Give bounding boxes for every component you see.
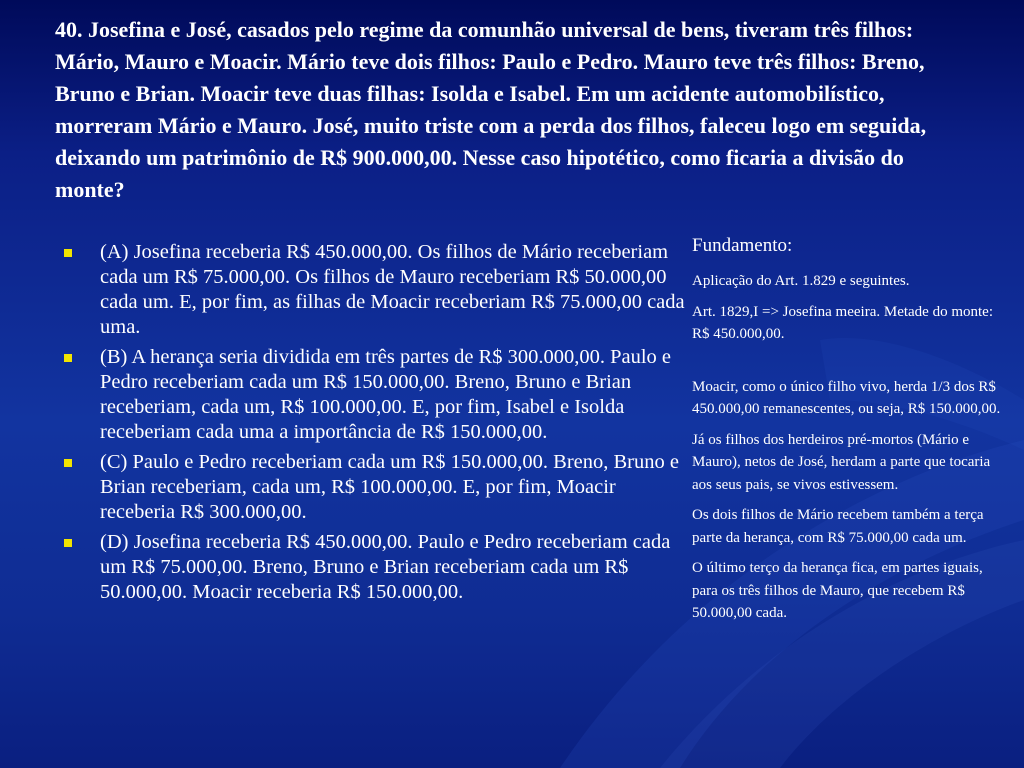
bullet-square-icon xyxy=(64,459,72,467)
fundamento-title: Fundamento: xyxy=(692,235,793,256)
fundamento-paragraph-2: Art. 1829,I => Josefina meeira. Metade do monte: R$ 450.000,00. xyxy=(692,303,994,342)
fundamento-paragraph-3: Moacir, como o único filho vivo, herda 1/3 dos R$ 450.000,00 remanescentes, ou seja, R$ 150.000,00. xyxy=(692,378,1001,417)
fundamento-paragraph-6: O último terço da herança fica, em partes iguais, para os três filhos de Mauro, que recebem R$ 50.000,00 cada. xyxy=(692,560,983,621)
option-b-text: (B) A herança seria dividida em três partes de R$ 300.000,00. Paulo e Pedro receberiam cada um R$ 150.000,00. Breno, Bruno e Brian receberiam, cada um, R$ 100.000,00. E, por fim, Isabel e Isolda receberiam cada uma a importância de R$ 150.000,00. xyxy=(100,346,672,443)
fundamento-panel xyxy=(692,234,1002,633)
option-d-text: (D) Josefina receberia R$ 450.000,00. Paulo e Pedro receberiam cada um R$ 75.000,00. Breno, Bruno e Brian receberiam cada um R$ 50.000,00. Moacir receberia R$ 150.000,00. xyxy=(100,531,671,603)
question-title: 40. Josefina e José, casados pelo regime da comunhão universal de bens, tiveram três filhos: Mário, Mauro e Moacir. Mário teve dois filhos: Paulo e Pedro. Mauro teve três filhos: Breno, Bruno e Brian. Moacir teve duas filhas: Isolda e Isabel. Em um acidente automobilístico, morreram Mário e Mauro. José, muito triste com a perda dos filhos, faleceu logo em seguida, deixando um patrimônio de R$ 900.000,00. Nesse caso hipotético, como ficaria a divisão do monte? xyxy=(55,17,927,202)
option-d xyxy=(60,530,686,605)
fundamento-paragraph-4: Já os filhos dos herdeiros pré-mortos (Mário e Mauro), netos de José, herdam a parte que tocaria aos seus pais, se vivos estivessem. xyxy=(692,431,991,493)
option-c xyxy=(60,450,686,525)
bullet-square-icon xyxy=(64,539,72,547)
bullet-square-icon xyxy=(64,249,72,257)
fundamento-paragraph-1: Aplicação do Art. 1.829 e seguintes. xyxy=(692,273,910,289)
answer-options-list xyxy=(60,240,686,610)
option-c-text: (C) Paulo e Pedro receberiam cada um R$ 150.000,00. Breno, Bruno e Brian receberiam, cada um, R$ 100.000,00. E, por fim, Moacir receberia R$ 300.000,00. xyxy=(100,451,679,523)
option-a xyxy=(60,240,686,340)
option-b xyxy=(60,345,686,445)
bullet-square-icon xyxy=(64,354,72,362)
fundamento-paragraph-5: Os dois filhos de Mário recebem também a terça parte da herança, com R$ 75.000,00 cada um. xyxy=(692,507,984,546)
option-a-text: (A) Josefina receberia R$ 450.000,00. Os filhos de Mário receberiam cada um R$ 75.000,00. Os filhos de Mauro receberiam R$ 50.000,00 cada um. E, por fim, as filhas de Moacir receberiam R$ 75.000,00 cada uma. xyxy=(100,241,685,338)
